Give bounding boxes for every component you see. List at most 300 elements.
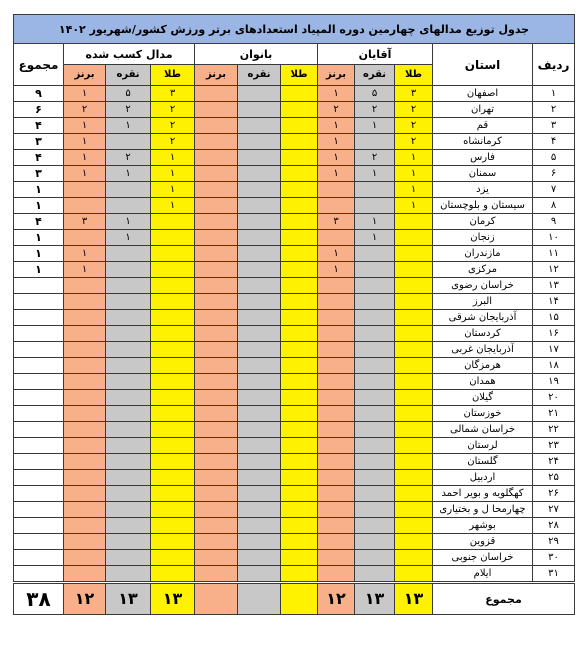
- table-row: [14, 134, 575, 150]
- header-girls-bronze: برنز: [195, 65, 238, 86]
- cell-name: البرز: [433, 294, 533, 310]
- cell-w-gold: [281, 358, 318, 374]
- cell-w-bronze: [195, 422, 238, 438]
- cell-num: ۱۸: [533, 358, 575, 374]
- cell-total: [14, 486, 64, 502]
- cell-t-silver: [106, 374, 151, 390]
- cell-t-gold: [151, 342, 195, 358]
- header-province: استان: [433, 44, 533, 86]
- cell-w-bronze: [195, 118, 238, 134]
- cell-m-bronze: [318, 486, 355, 502]
- cell-w-bronze: [195, 438, 238, 454]
- cell-w-silver: [238, 518, 281, 534]
- cell-total: [14, 406, 64, 422]
- cell-m-gold: ۱: [395, 150, 433, 166]
- cell-t-gold: ۲: [151, 118, 195, 134]
- cell-t-silver: [106, 326, 151, 342]
- cell-m-silver: ۱: [355, 230, 395, 246]
- cell-m-bronze: ۱: [318, 118, 355, 134]
- summary-grand-total: ۳۸: [14, 583, 64, 615]
- cell-w-silver: [238, 262, 281, 278]
- cell-m-silver: [355, 294, 395, 310]
- cell-name: اصفهان: [433, 86, 533, 102]
- cell-w-bronze: [195, 182, 238, 198]
- cell-num: ۱۳: [533, 278, 575, 294]
- cell-m-gold: [395, 486, 433, 502]
- cell-t-gold: [151, 454, 195, 470]
- cell-m-bronze: ۱: [318, 134, 355, 150]
- cell-t-gold: [151, 518, 195, 534]
- cell-total: ۴: [14, 118, 64, 134]
- cell-w-silver: [238, 486, 281, 502]
- cell-m-bronze: [318, 342, 355, 358]
- cell-w-silver: [238, 438, 281, 454]
- table-row: [14, 438, 575, 454]
- cell-t-gold: [151, 246, 195, 262]
- table-row: [14, 150, 575, 166]
- cell-w-silver: [238, 134, 281, 150]
- cell-m-gold: ۲: [395, 118, 433, 134]
- summary-w-gold: [281, 583, 318, 615]
- cell-m-bronze: ۳: [318, 214, 355, 230]
- cell-name: یزد: [433, 182, 533, 198]
- header-total: مجموع: [14, 44, 64, 86]
- cell-num: ۲۴: [533, 454, 575, 470]
- cell-total: ۳: [14, 166, 64, 182]
- summary-t-gold: ۱۳: [151, 583, 195, 615]
- cell-t-silver: [106, 294, 151, 310]
- header-total-silver: نقره: [106, 65, 151, 86]
- cell-m-silver: ۱: [355, 214, 395, 230]
- cell-m-silver: [355, 134, 395, 150]
- cell-m-silver: [355, 310, 395, 326]
- cell-m-silver: [355, 278, 395, 294]
- cell-w-gold: [281, 390, 318, 406]
- cell-t-gold: [151, 214, 195, 230]
- cell-total: [14, 566, 64, 583]
- cell-num: ۲۶: [533, 486, 575, 502]
- cell-total: [14, 502, 64, 518]
- cell-t-silver: ۵: [106, 86, 151, 102]
- cell-w-silver: [238, 422, 281, 438]
- cell-w-silver: [238, 342, 281, 358]
- cell-total: [14, 310, 64, 326]
- table-row: [14, 310, 575, 326]
- table-row: [14, 342, 575, 358]
- cell-m-bronze: [318, 518, 355, 534]
- cell-t-gold: [151, 502, 195, 518]
- cell-t-bronze: [64, 198, 106, 214]
- cell-name: کهگلویه و بویر احمد: [433, 486, 533, 502]
- cell-m-bronze: [318, 454, 355, 470]
- cell-t-bronze: [64, 294, 106, 310]
- cell-w-bronze: [195, 406, 238, 422]
- summary-m-bronze: ۱۲: [318, 583, 355, 615]
- summary-label: مجموع: [433, 583, 575, 615]
- cell-w-gold: [281, 198, 318, 214]
- header-medals-won: مدال کسب شده: [64, 44, 195, 65]
- cell-w-gold: [281, 214, 318, 230]
- cell-total: [14, 534, 64, 550]
- cell-total: [14, 278, 64, 294]
- cell-m-gold: [395, 406, 433, 422]
- cell-w-bronze: [195, 86, 238, 102]
- cell-m-silver: [355, 502, 395, 518]
- cell-t-gold: [151, 534, 195, 550]
- cell-t-bronze: [64, 310, 106, 326]
- cell-w-gold: [281, 150, 318, 166]
- cell-w-bronze: [195, 294, 238, 310]
- cell-name: گیلان: [433, 390, 533, 406]
- cell-m-gold: [395, 310, 433, 326]
- cell-w-silver: [238, 86, 281, 102]
- cell-t-bronze: [64, 406, 106, 422]
- cell-m-gold: ۱: [395, 166, 433, 182]
- header-girls-silver: نقره: [238, 65, 281, 86]
- header-boys-silver: نقره: [355, 65, 395, 86]
- cell-num: ۳: [533, 118, 575, 134]
- cell-w-gold: [281, 230, 318, 246]
- cell-t-bronze: ۱: [64, 118, 106, 134]
- cell-m-gold: [395, 358, 433, 374]
- cell-w-bronze: [195, 486, 238, 502]
- cell-t-gold: ۱: [151, 166, 195, 182]
- summary-row: [14, 583, 575, 615]
- cell-t-gold: ۱: [151, 150, 195, 166]
- cell-name: تهران: [433, 102, 533, 118]
- cell-m-gold: [395, 230, 433, 246]
- medal-distribution-table: [13, 14, 575, 615]
- cell-m-bronze: ۲: [318, 102, 355, 118]
- cell-t-silver: [106, 262, 151, 278]
- cell-w-gold: [281, 310, 318, 326]
- cell-t-gold: [151, 390, 195, 406]
- cell-t-silver: [106, 518, 151, 534]
- cell-w-gold: [281, 246, 318, 262]
- cell-m-bronze: ۱: [318, 166, 355, 182]
- table-row: [14, 406, 575, 422]
- cell-total: [14, 518, 64, 534]
- cell-name: زنجان: [433, 230, 533, 246]
- cell-t-bronze: [64, 438, 106, 454]
- cell-w-bronze: [195, 518, 238, 534]
- cell-t-bronze: [64, 486, 106, 502]
- cell-m-gold: [395, 470, 433, 486]
- table-row: [14, 230, 575, 246]
- cell-t-gold: [151, 566, 195, 583]
- summary-m-gold: ۱۳: [395, 583, 433, 615]
- cell-w-bronze: [195, 374, 238, 390]
- cell-m-gold: [395, 518, 433, 534]
- cell-w-silver: [238, 326, 281, 342]
- cell-name: ایلام: [433, 566, 533, 583]
- cell-t-bronze: [64, 278, 106, 294]
- cell-w-gold: [281, 182, 318, 198]
- cell-t-bronze: ۳: [64, 214, 106, 230]
- table-row: [14, 374, 575, 390]
- cell-m-gold: [395, 214, 433, 230]
- table-row: [14, 246, 575, 262]
- cell-name: خوزستان: [433, 406, 533, 422]
- cell-m-bronze: [318, 198, 355, 214]
- cell-total: ۶: [14, 102, 64, 118]
- cell-m-silver: [355, 518, 395, 534]
- cell-m-gold: [395, 438, 433, 454]
- cell-num: ۱۷: [533, 342, 575, 358]
- cell-num: ۱۱: [533, 246, 575, 262]
- cell-num: ۳۰: [533, 550, 575, 566]
- cell-w-bronze: [195, 502, 238, 518]
- table-row: [14, 198, 575, 214]
- header-total-bronze: برنز: [64, 65, 106, 86]
- cell-total: [14, 550, 64, 566]
- cell-t-silver: ۱: [106, 230, 151, 246]
- cell-total: [14, 454, 64, 470]
- cell-m-silver: [355, 182, 395, 198]
- cell-num: ۲۸: [533, 518, 575, 534]
- cell-name: سمنان: [433, 166, 533, 182]
- table-row: [14, 566, 575, 583]
- cell-m-gold: ۲: [395, 134, 433, 150]
- cell-m-bronze: [318, 374, 355, 390]
- cell-m-gold: [395, 342, 433, 358]
- cell-w-silver: [238, 102, 281, 118]
- cell-total: ۱: [14, 230, 64, 246]
- cell-t-bronze: ۱: [64, 86, 106, 102]
- cell-w-silver: [238, 358, 281, 374]
- cell-name: قزوین: [433, 534, 533, 550]
- cell-w-silver: [238, 502, 281, 518]
- cell-total: [14, 342, 64, 358]
- table-row: [14, 278, 575, 294]
- cell-w-gold: [281, 166, 318, 182]
- cell-t-silver: [106, 470, 151, 486]
- cell-t-bronze: [64, 518, 106, 534]
- cell-num: ۳۱: [533, 566, 575, 583]
- cell-w-bronze: [195, 310, 238, 326]
- cell-w-gold: [281, 342, 318, 358]
- cell-m-silver: ۲: [355, 150, 395, 166]
- cell-w-gold: [281, 134, 318, 150]
- cell-t-bronze: [64, 230, 106, 246]
- table-row: [14, 390, 575, 406]
- cell-t-gold: [151, 278, 195, 294]
- cell-w-silver: [238, 310, 281, 326]
- cell-w-gold: [281, 518, 318, 534]
- cell-num: ۴: [533, 134, 575, 150]
- cell-t-gold: [151, 406, 195, 422]
- cell-t-gold: ۱: [151, 198, 195, 214]
- cell-num: ۲۵: [533, 470, 575, 486]
- cell-m-silver: [355, 342, 395, 358]
- cell-num: ۱۴: [533, 294, 575, 310]
- cell-w-gold: [281, 566, 318, 583]
- cell-total: ۴: [14, 150, 64, 166]
- cell-m-silver: [355, 566, 395, 583]
- cell-num: ۲۲: [533, 422, 575, 438]
- cell-num: ۶: [533, 166, 575, 182]
- cell-w-bronze: [195, 278, 238, 294]
- cell-num: ۱۶: [533, 326, 575, 342]
- cell-name: کرمانشاه: [433, 134, 533, 150]
- cell-name: هرمزگان: [433, 358, 533, 374]
- cell-m-silver: [355, 262, 395, 278]
- cell-t-gold: ۱: [151, 182, 195, 198]
- cell-t-bronze: [64, 566, 106, 583]
- cell-w-bronze: [195, 134, 238, 150]
- cell-m-silver: [355, 326, 395, 342]
- cell-m-silver: ۵: [355, 86, 395, 102]
- cell-m-silver: [355, 454, 395, 470]
- table-row: [14, 166, 575, 182]
- cell-t-bronze: [64, 390, 106, 406]
- cell-w-gold: [281, 454, 318, 470]
- cell-m-bronze: [318, 182, 355, 198]
- cell-w-gold: [281, 326, 318, 342]
- header-boys-bronze: برنز: [318, 65, 355, 86]
- header-total-gold: طلا: [151, 65, 195, 86]
- cell-m-gold: [395, 454, 433, 470]
- cell-name: همدان: [433, 374, 533, 390]
- cell-t-silver: [106, 438, 151, 454]
- cell-m-silver: [355, 198, 395, 214]
- table-row: [14, 534, 575, 550]
- table-row: [14, 518, 575, 534]
- cell-t-silver: [106, 278, 151, 294]
- cell-t-bronze: [64, 454, 106, 470]
- cell-num: ۲۱: [533, 406, 575, 422]
- table-row: [14, 470, 575, 486]
- cell-t-silver: [106, 406, 151, 422]
- cell-m-gold: ۱: [395, 198, 433, 214]
- cell-num: ۲۰: [533, 390, 575, 406]
- cell-t-gold: [151, 438, 195, 454]
- cell-t-silver: [106, 342, 151, 358]
- cell-m-gold: [395, 502, 433, 518]
- cell-num: ۲۳: [533, 438, 575, 454]
- cell-w-bronze: [195, 326, 238, 342]
- cell-t-silver: [106, 502, 151, 518]
- cell-t-gold: [151, 422, 195, 438]
- cell-m-gold: [395, 294, 433, 310]
- cell-m-gold: [395, 422, 433, 438]
- cell-m-silver: [355, 534, 395, 550]
- cell-t-silver: [106, 134, 151, 150]
- cell-name: قم: [433, 118, 533, 134]
- header-girls: بانوان: [195, 44, 318, 65]
- cell-t-silver: ۱: [106, 118, 151, 134]
- cell-t-gold: [151, 486, 195, 502]
- cell-w-gold: [281, 422, 318, 438]
- cell-t-silver: [106, 486, 151, 502]
- cell-name: خراسان جنوبی: [433, 550, 533, 566]
- table-row: [14, 422, 575, 438]
- cell-t-silver: [106, 198, 151, 214]
- cell-total: ۹: [14, 86, 64, 102]
- cell-m-silver: ۱: [355, 166, 395, 182]
- cell-m-bronze: [318, 422, 355, 438]
- cell-t-silver: [106, 550, 151, 566]
- table-row: [14, 118, 575, 134]
- cell-w-bronze: [195, 470, 238, 486]
- header-row-number: ردیف: [533, 44, 575, 86]
- table-row: [14, 86, 575, 102]
- table-row: [14, 550, 575, 566]
- cell-w-bronze: [195, 102, 238, 118]
- cell-t-bronze: ۱: [64, 134, 106, 150]
- cell-name: چهارمحا ل و بختیاری: [433, 502, 533, 518]
- cell-m-silver: [355, 470, 395, 486]
- summary-m-silver: ۱۳: [355, 583, 395, 615]
- cell-w-bronze: [195, 358, 238, 374]
- cell-w-bronze: [195, 550, 238, 566]
- cell-m-silver: [355, 358, 395, 374]
- cell-total: [14, 422, 64, 438]
- cell-t-silver: [106, 422, 151, 438]
- cell-m-bronze: ۱: [318, 86, 355, 102]
- cell-w-silver: [238, 534, 281, 550]
- cell-t-bronze: ۱: [64, 150, 106, 166]
- cell-name: بوشهر: [433, 518, 533, 534]
- cell-t-bronze: [64, 374, 106, 390]
- cell-m-silver: [355, 486, 395, 502]
- header-boys-gold: طلا: [395, 65, 433, 86]
- summary-w-silver: [238, 583, 281, 615]
- cell-t-bronze: [64, 534, 106, 550]
- table-row: [14, 262, 575, 278]
- cell-name: گلستان: [433, 454, 533, 470]
- cell-w-gold: [281, 262, 318, 278]
- cell-total: [14, 358, 64, 374]
- cell-t-gold: [151, 310, 195, 326]
- cell-name: مرکزی: [433, 262, 533, 278]
- cell-t-gold: [151, 326, 195, 342]
- cell-w-bronze: [195, 454, 238, 470]
- cell-w-gold: [281, 294, 318, 310]
- cell-m-gold: [395, 262, 433, 278]
- cell-t-silver: [106, 246, 151, 262]
- cell-t-silver: ۱: [106, 214, 151, 230]
- cell-w-bronze: [195, 534, 238, 550]
- table-row: [14, 326, 575, 342]
- cell-t-gold: [151, 550, 195, 566]
- cell-num: ۱: [533, 86, 575, 102]
- cell-t-silver: [106, 566, 151, 583]
- summary-t-silver: ۱۳: [106, 583, 151, 615]
- header-girls-gold: طلا: [281, 65, 318, 86]
- cell-w-gold: [281, 278, 318, 294]
- cell-w-silver: [238, 182, 281, 198]
- cell-m-gold: [395, 534, 433, 550]
- cell-total: ۱: [14, 246, 64, 262]
- cell-w-silver: [238, 118, 281, 134]
- cell-total: [14, 470, 64, 486]
- cell-t-bronze: ۱: [64, 246, 106, 262]
- cell-w-gold: [281, 550, 318, 566]
- cell-num: ۲: [533, 102, 575, 118]
- cell-t-bronze: [64, 422, 106, 438]
- cell-t-silver: ۱: [106, 166, 151, 182]
- cell-w-gold: [281, 406, 318, 422]
- cell-t-silver: [106, 182, 151, 198]
- cell-num: ۱۲: [533, 262, 575, 278]
- cell-name: آذربایجان شرقی: [433, 310, 533, 326]
- cell-w-silver: [238, 390, 281, 406]
- cell-w-silver: [238, 454, 281, 470]
- cell-m-silver: ۲: [355, 102, 395, 118]
- cell-m-gold: [395, 326, 433, 342]
- cell-t-gold: ۲: [151, 134, 195, 150]
